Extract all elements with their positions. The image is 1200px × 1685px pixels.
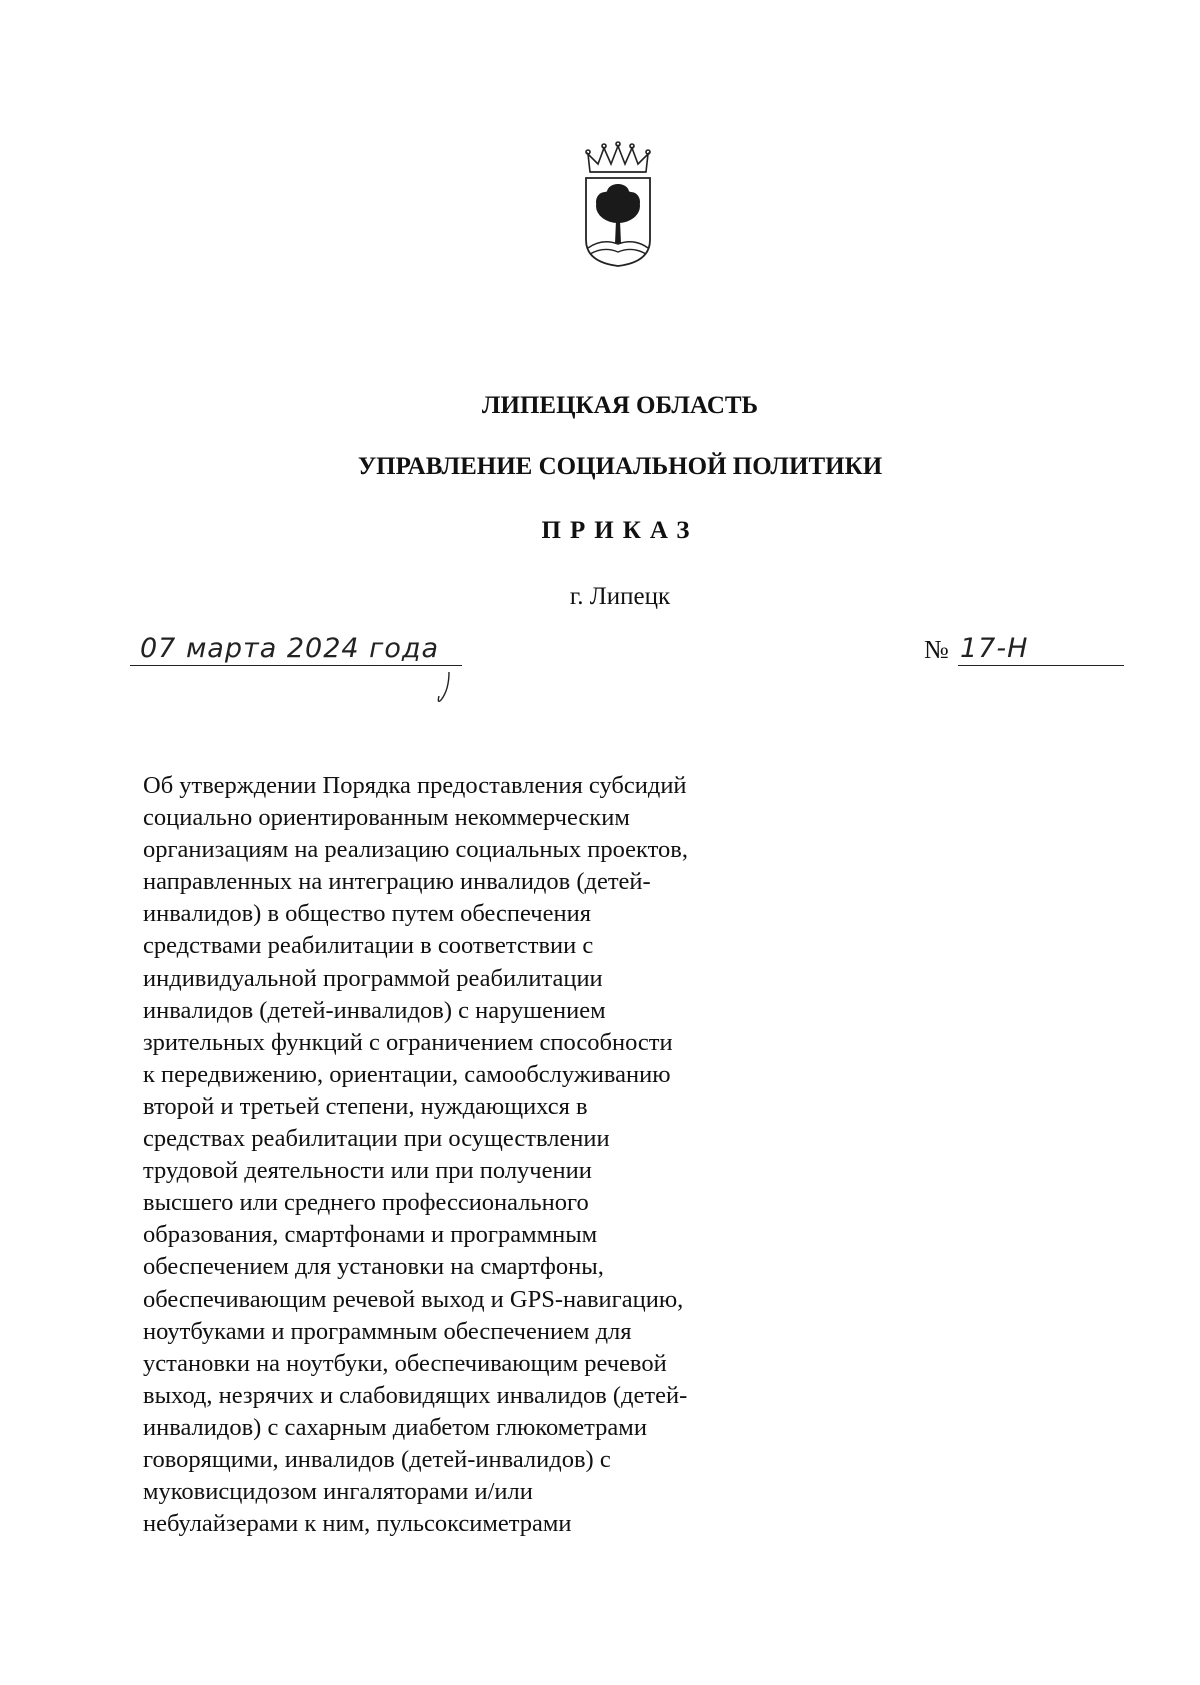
- subject-line: средствами реабилитации в соответствии с: [143, 932, 594, 960]
- subject-line: говорящими, инвалидов (детей-инвалидов) с: [143, 1445, 611, 1473]
- subject-line: обеспечением для установки на смартфоны,: [143, 1253, 604, 1281]
- subject-line: зрительных функций с ограничением способности: [143, 1028, 673, 1056]
- region-title: ЛИПЕЦКАЯ ОБЛАСТЬ: [481, 392, 759, 419]
- subject-line: выход, незрячих и слабовидящих инвалидов (детей-: [143, 1381, 688, 1409]
- city-label: г. Липецк: [569, 583, 671, 610]
- subject-line: Об утверждении Порядка предоставления субсидий: [143, 772, 687, 799]
- subject-line: небулайзерами к ним, пульсоксиметрами: [143, 1510, 572, 1538]
- subject-line: муковисцидозом ингаляторами и/или: [143, 1478, 533, 1506]
- subject-line: инвалидов) в общество путем обеспечения: [143, 900, 591, 928]
- order-subject: [143, 770, 783, 1540]
- subject-line: высшего или среднего профессионального: [143, 1189, 589, 1217]
- subject-line: второй и третьей степени, нуждающихся в: [143, 1092, 588, 1120]
- subject-line: социально ориентированным некоммерческим: [143, 804, 630, 832]
- subject-line: ноутбуками и программным обеспечением для: [143, 1317, 632, 1345]
- order-date-handwritten: 07 марта 2024 года: [140, 633, 440, 664]
- order-number-handwritten: 17-Н: [960, 633, 1029, 664]
- subject-line: к передвижению, ориентации, самообслуживанию: [143, 1060, 671, 1088]
- document-type-title: ПРИКАЗ: [541, 517, 699, 544]
- handwriting-stroke: [435, 670, 453, 704]
- subject-line: организациям на реализацию социальных проектов,: [143, 836, 688, 864]
- subject-line: обеспечивающим речевой выход и GPS-навигацию,: [143, 1285, 684, 1313]
- subject-line: инвалидов) с сахарным диабетом глюкометрами: [143, 1413, 647, 1441]
- subject-line: индивидуальной программой реабилитации: [143, 964, 603, 992]
- coat-of-arms-icon: [580, 140, 656, 268]
- subject-line: инвалидов (детей-инвалидов) с нарушением: [143, 996, 606, 1024]
- order-number-label: №: [924, 635, 949, 664]
- subject-line: направленных на интеграцию инвалидов (детей-: [143, 868, 651, 896]
- agency-title: УПРАВЛЕНИЕ СОЦИАЛЬНОЙ ПОЛИТИКИ: [357, 453, 883, 480]
- subject-line: установки на ноутбуки, обеспечивающим речевой: [143, 1349, 667, 1377]
- subject-line: средствах реабилитации при осуществлении: [143, 1125, 610, 1153]
- subject-line: образования, смартфонами и программным: [143, 1221, 598, 1249]
- subject-line: трудовой деятельности или при получении: [143, 1157, 592, 1185]
